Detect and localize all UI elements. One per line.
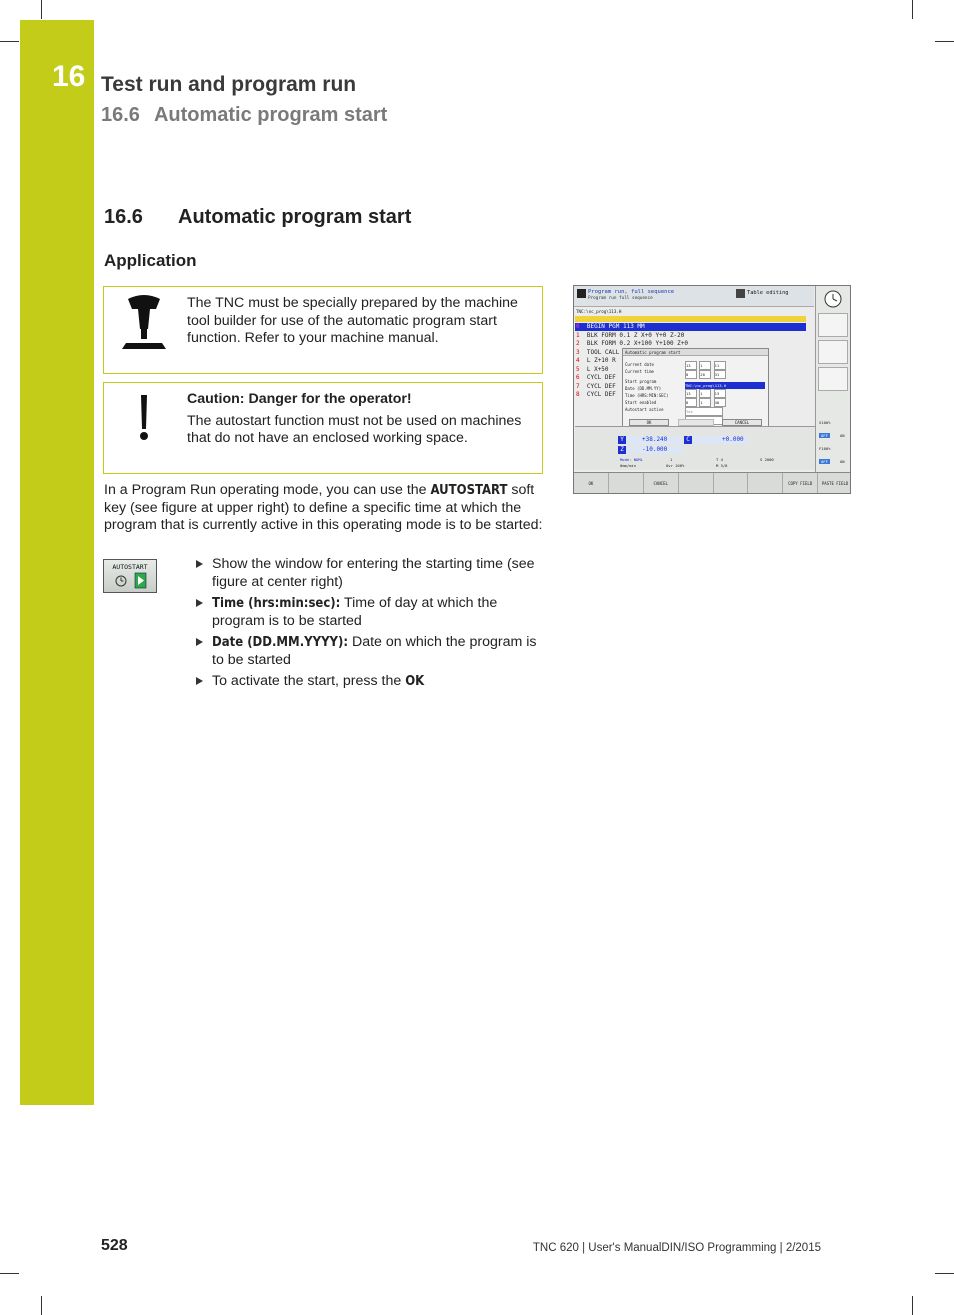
page-number: 528 xyxy=(101,1237,128,1254)
dialog-label: Current time xyxy=(625,369,654,374)
step-item xyxy=(194,556,544,591)
screen-title: Program run, full sequence xyxy=(588,289,675,295)
softkey-copy-field[interactable]: COPY FIELD xyxy=(783,473,818,494)
running-section-title: Automatic program start xyxy=(153,104,388,126)
program-path: TNC:\nc_prog\113.H xyxy=(576,309,622,314)
program-line: 1 BLK FORM 0.1 Z X+0 Y+0 Z-20 xyxy=(576,331,685,339)
page-footer: TNC 620 | User's ManualDIN/ISO Programming | 2/2015 xyxy=(532,1242,821,1254)
tnc-screenshot xyxy=(573,285,851,494)
start-sec-field[interactable]: 40 xyxy=(714,398,726,407)
side-button[interactable] xyxy=(818,367,848,391)
dialog-ok-button[interactable]: OK xyxy=(629,419,669,426)
softkey-empty[interactable] xyxy=(609,473,644,494)
clock-play-icon xyxy=(104,560,158,594)
intro-before: In a Program Run operating mode, you can use the xyxy=(104,482,431,498)
status-spindle: S 2000 xyxy=(760,457,774,462)
machine-note xyxy=(103,286,543,374)
running-section-header xyxy=(101,104,387,127)
time-hour-field: 8 xyxy=(685,370,697,379)
dialog-label: Start enabled xyxy=(625,400,657,405)
axis-label: Y xyxy=(618,436,626,444)
caution-text-block xyxy=(187,391,534,448)
crop-mark xyxy=(0,1273,19,1274)
crop-mark xyxy=(935,1273,954,1274)
date-year-field: 11 xyxy=(714,361,726,370)
feed-override: F100% xyxy=(819,446,831,451)
time-min-field: 20 xyxy=(699,370,711,379)
status-mode: Mode: NOML xyxy=(620,457,643,462)
softkey-paste-field[interactable]: PASTE FIELD xyxy=(821,481,849,486)
axis-label: C xyxy=(684,436,692,444)
chapter-number: 16 xyxy=(52,60,86,93)
chapter-title: Test run and program run xyxy=(101,73,357,96)
caution-title: Caution: Danger for the operator! xyxy=(187,391,412,407)
step-text: Date on which the program is to be started xyxy=(212,634,537,668)
step-item xyxy=(194,595,544,630)
program-line: 6 CYCL DEF xyxy=(576,374,616,381)
step-item xyxy=(194,634,544,669)
program-line: 8 CYCL DEF xyxy=(576,391,616,398)
dialog-field-row xyxy=(685,370,765,379)
section-title-text: Automatic program start xyxy=(178,206,412,228)
step-bold: Date (DD.MM.YYYY): xyxy=(212,635,349,650)
intro-paragraph xyxy=(104,482,544,535)
autostart-softkey[interactable] xyxy=(103,559,157,593)
mode-icon xyxy=(577,289,586,298)
crop-mark xyxy=(935,41,954,42)
warning-exclamation-icon xyxy=(104,383,184,473)
chapter-bar xyxy=(20,20,94,1105)
program-line: 3 TOOL CALL xyxy=(576,348,620,356)
intro-after: soft key (see figure at upper right) to define a specific time at which the program that is currently active in this operating mode is to be started: xyxy=(104,482,543,533)
softkey-ok[interactable]: OK xyxy=(574,473,609,494)
program-line: 7 CYCL DEF xyxy=(576,382,616,390)
softkey-empty[interactable] xyxy=(748,473,783,494)
dialog-disabled-button xyxy=(678,419,714,426)
steps-list xyxy=(194,556,544,695)
side-button[interactable] xyxy=(818,313,848,337)
running-section-number: 16.6 xyxy=(101,104,140,126)
caution-body: The autostart function must not be used on machines that do not have an enclosed working space. xyxy=(187,412,522,446)
on-toggle[interactable]: ON xyxy=(840,433,845,438)
crop-mark xyxy=(912,1296,913,1315)
axis-label: Z xyxy=(618,446,626,454)
dialog-cancel-button[interactable]: CANCEL xyxy=(722,419,762,426)
dialog-label: Autostart active xyxy=(625,407,664,412)
status-feed: 0mm/min xyxy=(620,463,637,468)
crop-mark xyxy=(0,41,19,42)
start-min-field[interactable]: 1 xyxy=(699,398,711,407)
start-hour-field[interactable]: 8 xyxy=(685,398,697,407)
section-title xyxy=(104,206,411,229)
dialog-field-row xyxy=(685,382,765,389)
off-toggle[interactable]: OFF xyxy=(821,433,828,438)
spindle-override: S100% xyxy=(819,420,831,425)
time-sec-field: 31 xyxy=(714,370,726,379)
softkey-empty[interactable] xyxy=(714,473,749,494)
dialog-fields xyxy=(685,361,765,425)
dialog-field-row xyxy=(685,361,765,370)
program-line: 4 L Z+10 R xyxy=(576,357,616,364)
status-override: Ovr 100% xyxy=(666,463,685,468)
softkey-row xyxy=(574,472,851,494)
softkey-cancel[interactable]: CANCEL xyxy=(644,473,679,494)
axis-value: +38.240 xyxy=(642,436,668,443)
intro-key: AUTOSTART xyxy=(430,483,508,498)
progress-bar xyxy=(575,316,806,322)
dialog-title: Automatic program start xyxy=(625,350,681,355)
start-enabled-field: Yes xyxy=(685,407,723,416)
start-year-field[interactable]: 13 xyxy=(714,389,726,398)
status-tool: T 4 xyxy=(716,457,723,462)
dialog-field-row xyxy=(685,389,765,398)
machine-note-text: The TNC must be specially prepared by the machine tool builder for use of the automatic program start function. Refer to your machine manual. xyxy=(187,295,518,346)
mode-tab[interactable]: Table editing xyxy=(747,290,789,296)
screen-subtitle: Program run full sequence xyxy=(588,296,653,301)
step-text: Show the window for entering the starting time (see figure at center right) xyxy=(212,556,535,590)
clock-icon xyxy=(820,288,846,310)
step-bold: Time (hrs:min:sec): xyxy=(212,596,341,611)
program-line: 0 BEGIN PGM 113 MM xyxy=(576,323,645,330)
status-m: M 5/8 xyxy=(716,463,728,468)
step-text: Time of day at which the program is to be started xyxy=(212,595,498,629)
crop-mark xyxy=(41,0,42,19)
softkey-label: AUTOSTART xyxy=(112,563,148,571)
machine-tool-icon xyxy=(104,287,184,373)
step-bold: OK xyxy=(405,674,425,689)
dialog-label: Time (HRS:MIN:SEC) xyxy=(625,393,669,398)
on-toggle[interactable]: ON xyxy=(840,459,845,464)
softkey-empty[interactable] xyxy=(679,473,714,494)
step-item xyxy=(194,673,544,691)
dialog-labels xyxy=(625,361,668,413)
start-month-field[interactable]: 1 xyxy=(699,389,711,398)
dialog-label: Date (DD.MM.YY) xyxy=(625,386,662,391)
start-day-field[interactable]: 13 xyxy=(685,389,697,398)
dialog-label: Current date xyxy=(625,362,654,367)
dialog-field-row xyxy=(685,398,765,407)
axis-value: +0.000 xyxy=(722,436,744,443)
off-toggle[interactable]: OFF xyxy=(821,459,828,464)
crop-mark xyxy=(41,1296,42,1315)
axis-value: -10.000 xyxy=(642,446,668,453)
table-mode-icon xyxy=(736,289,745,298)
dialog-label: Start program xyxy=(625,379,657,384)
autostart-dialog xyxy=(622,348,769,432)
position-panel xyxy=(575,426,815,470)
date-month-field: 1 xyxy=(699,361,711,370)
program-line: 2 BLK FORM 0.2 X+100 Y+100 Z+0 xyxy=(576,340,689,347)
step-text: To activate the start, press the xyxy=(212,673,406,689)
status-field: 1 xyxy=(670,457,673,462)
date-day-field: 13 xyxy=(685,361,697,370)
side-button[interactable] xyxy=(818,340,848,364)
crop-mark xyxy=(912,0,913,19)
caution-note xyxy=(103,382,543,474)
program-line: 5 L X+50 xyxy=(576,365,609,373)
subheading: Application xyxy=(104,251,197,270)
dialog-field-row xyxy=(685,407,765,416)
section-number: 16.6 xyxy=(104,206,143,228)
start-program-field[interactable]: TNC:\nc_prog\113.H xyxy=(685,382,765,389)
